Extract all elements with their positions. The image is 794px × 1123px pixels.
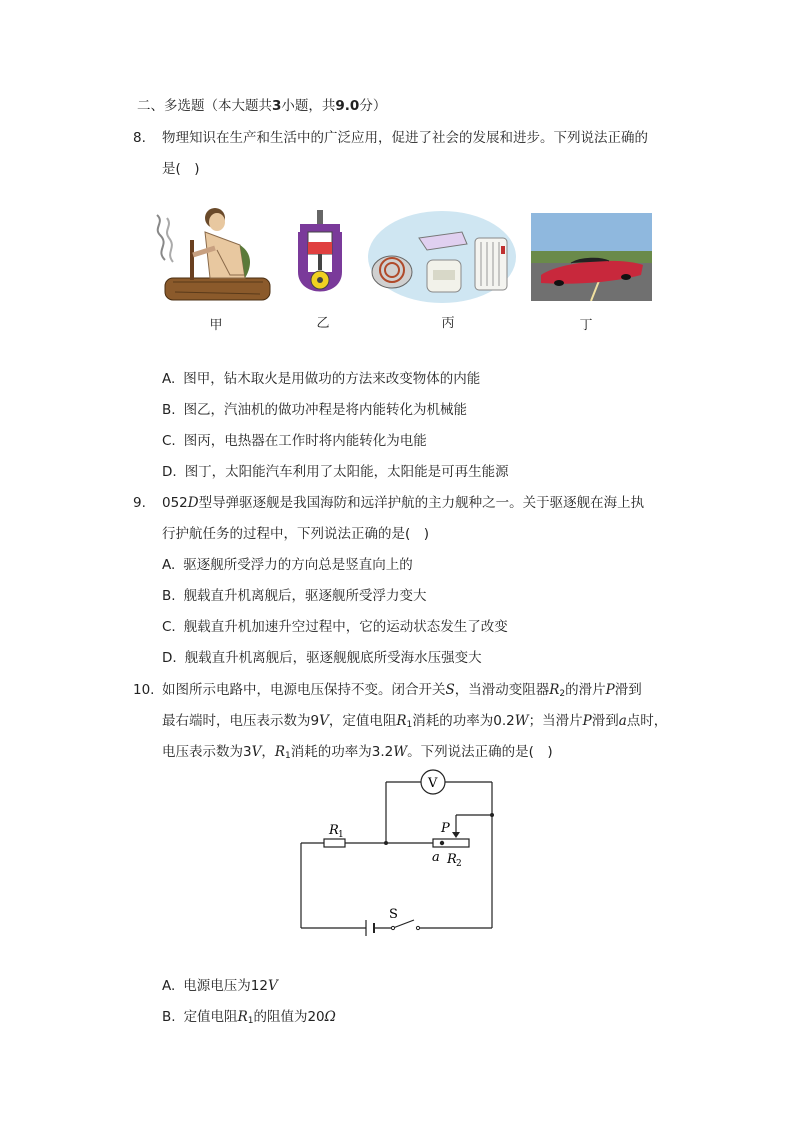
section-heading-end: 分）: [359, 98, 387, 114]
figure-jia-drilling-fire: [145, 200, 275, 310]
a-label: a: [432, 850, 440, 865]
caption-jia: 甲: [209, 318, 223, 333]
option-text: 舰载直升机加速升空过程中，它的运动状态发生了改变: [183, 619, 508, 635]
option-unit: V: [267, 978, 278, 994]
option-text: 驱逐舰所受浮力的方向总是竖直向上的: [183, 557, 413, 573]
r1-subscript: 1: [338, 830, 344, 840]
option-text: 电源电压为12: [183, 978, 268, 994]
q10-symbol: S: [445, 682, 455, 698]
r2-label: R: [447, 852, 457, 867]
q10-text: 滑到: [591, 713, 619, 729]
q8-option-c[interactable]: [162, 431, 427, 451]
switch-contact-icon: [416, 926, 419, 929]
option-letter: A.: [162, 371, 176, 387]
figure-yi-engine: [290, 208, 350, 303]
q10-text: 消耗的功率为0.2: [412, 713, 515, 729]
r1-resistor-icon: [324, 839, 345, 847]
switch-contact-icon: [391, 926, 394, 929]
q8-option-a[interactable]: [162, 369, 480, 389]
q10-symbol: P: [582, 713, 592, 729]
q10-text: 滑到: [614, 682, 642, 698]
option-letter: B.: [162, 1009, 176, 1025]
option-text: 图丁，太阳能汽车利用了太阳能，太阳能是可再生能源: [184, 464, 509, 480]
q10-stem-line1: [162, 680, 642, 704]
q10-subscript: 1: [406, 720, 413, 730]
q10-text: 最右端时，电压表示数为9: [162, 713, 320, 729]
q9-stem-line1: [162, 493, 644, 513]
section-heading-text: 二、多选题（本大题共: [137, 98, 272, 114]
point-a-dot-icon: [440, 841, 444, 845]
section-heading-mid: 小题，共: [281, 98, 336, 114]
q10-symbol: a: [618, 713, 627, 729]
r1-label: R: [329, 823, 339, 838]
slider-arrow-icon: [452, 832, 460, 838]
q10-text: 消耗的功率为3.2: [290, 744, 394, 760]
figure-bing-appliances: [367, 210, 517, 305]
q8-option-b[interactable]: [162, 400, 467, 420]
option-letter: D.: [162, 650, 177, 666]
r2-subscript: 2: [456, 859, 462, 869]
option-letter: A.: [162, 978, 176, 994]
switch-label: S: [389, 907, 398, 922]
q10-option-b[interactable]: [162, 1007, 336, 1031]
question-count: 3: [272, 98, 282, 114]
circuit-diagram: [296, 768, 496, 936]
voltmeter-label: V: [428, 776, 438, 791]
junction-dot-icon: [490, 813, 494, 817]
total-score: 9.0: [335, 98, 360, 114]
q10-subscript: 1: [285, 751, 291, 761]
q9-stem-part: D: [187, 495, 199, 511]
q8-stem-line2: 是( ): [162, 161, 200, 177]
option-text: 舰载直升机离舰后，驱逐舰舰底所受海水压强变大: [184, 650, 482, 666]
junction-dot-icon: [384, 841, 388, 845]
option-letter: A.: [162, 557, 176, 573]
figure-ding-solar-car: [531, 213, 652, 301]
q10-text: 点时，: [626, 713, 668, 729]
option-letter: D.: [162, 464, 177, 480]
q10-text: 的滑片: [565, 682, 606, 698]
q10-text: ；当滑片: [528, 713, 583, 729]
option-letter: C.: [162, 619, 176, 635]
q8-stem-line1: 物理知识在生产和生活中的广泛应用，促进了社会的发展和进步。下列说法正确的: [162, 130, 648, 146]
q10-stem-line2: [162, 711, 667, 735]
q9-stem-part: 052: [162, 495, 188, 511]
q9-option-a[interactable]: [162, 555, 413, 575]
option-text: 图甲，钻木取火是用做功的方法来改变物体的内能: [183, 371, 481, 387]
q8-number: 8.: [133, 130, 146, 146]
option-text: 图乙，汽油机的做功冲程是将内能转化为机械能: [183, 402, 468, 418]
q10-symbol: R: [274, 744, 286, 760]
q9-option-b[interactable]: [162, 586, 427, 606]
section-heading: [137, 96, 386, 116]
option-unit: Ω: [324, 1009, 336, 1025]
caption-bing: 丙: [441, 316, 455, 331]
q10-text: ，定值电阻: [328, 713, 397, 729]
q10-option-a[interactable]: [162, 976, 278, 996]
option-text: 定值电阻: [183, 1009, 238, 1025]
option-letter: B.: [162, 402, 176, 418]
q10-symbol: W: [514, 713, 529, 729]
q9-stem-part: 型导弹驱逐舰是我国海防和远洋护航的主力舰种之一。关于驱逐舰在海上执: [198, 495, 645, 511]
r2-rheostat-icon: [433, 839, 469, 847]
p-label: P: [441, 821, 450, 836]
option-text: 图丙，电热器在工作时将内能转化为电能: [183, 433, 427, 449]
q9-stem-line2: 行护航任务的过程中，下列说法正确的是( ): [162, 526, 430, 542]
option-text: 的阻值为20: [253, 1009, 325, 1025]
q9-option-d[interactable]: [162, 648, 482, 668]
q9-number: 9.: [133, 495, 146, 511]
q10-text: ，当滑动变阻器: [454, 682, 550, 698]
q10-text: 。下列说法正确的是( ): [407, 744, 553, 760]
option-letter: B.: [162, 588, 176, 604]
q10-text: 电压表示数为3: [162, 744, 252, 760]
q10-symbol: W: [393, 744, 408, 760]
q10-stem-line3: [162, 742, 553, 766]
caption-yi: 乙: [316, 316, 330, 331]
q8-option-d[interactable]: [162, 462, 509, 482]
option-symbol: R: [237, 1009, 248, 1025]
q10-symbol: P: [605, 682, 615, 698]
caption-ding: 丁: [579, 318, 593, 333]
option-letter: C.: [162, 433, 176, 449]
q10-subscript: 2: [559, 689, 566, 699]
q10-symbol: R: [396, 713, 407, 729]
q10-text: 如图所示电路中，电源电压保持不变。闭合开关: [162, 682, 446, 698]
q9-option-c[interactable]: [162, 617, 508, 637]
q10-number: 10.: [133, 682, 155, 698]
option-text: 舰载直升机离舰后，驱逐舰所受浮力变大: [183, 588, 427, 604]
q10-text: ，: [261, 744, 275, 760]
q10-symbol: V: [319, 713, 329, 729]
q10-symbol: R: [549, 682, 560, 698]
option-subscript: 1: [247, 1016, 254, 1026]
q10-symbol: V: [251, 744, 262, 760]
